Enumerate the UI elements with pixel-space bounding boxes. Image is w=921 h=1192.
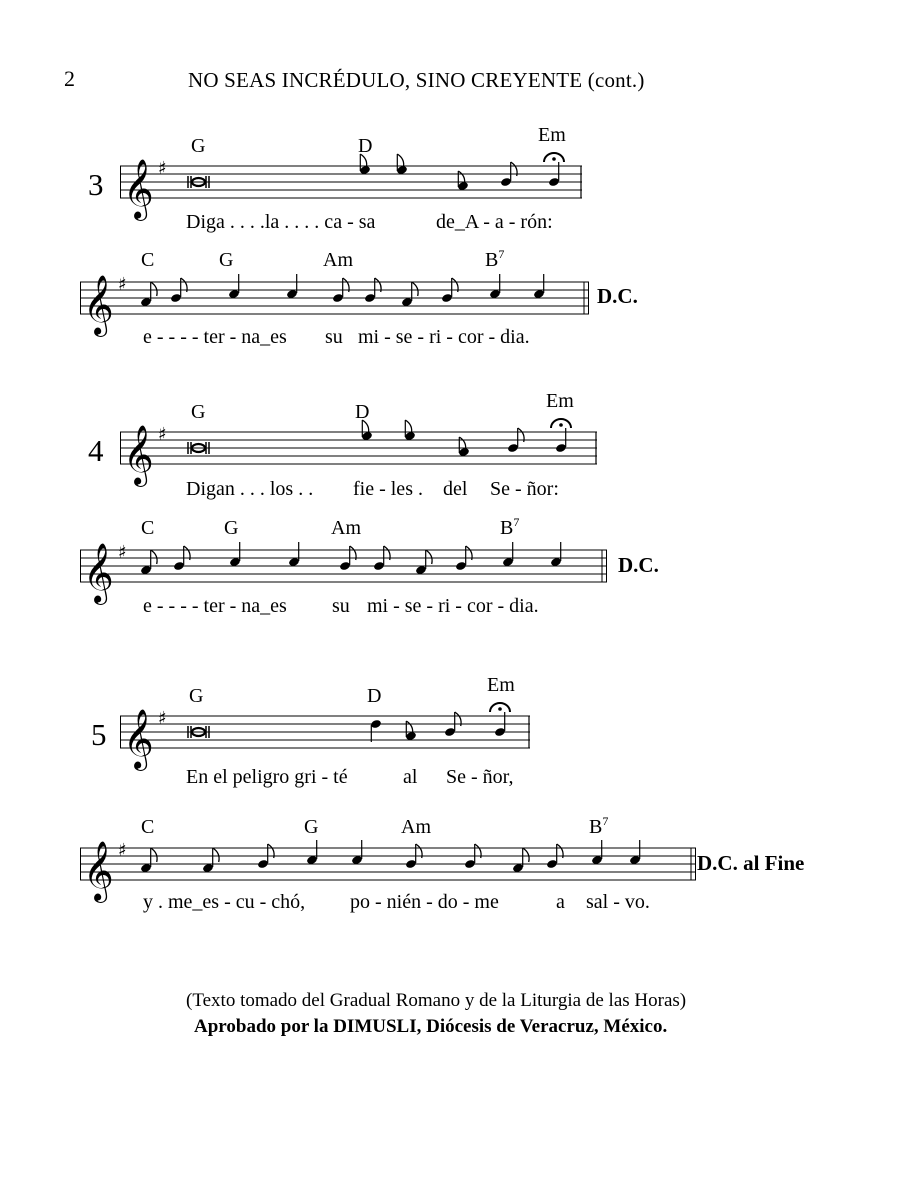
treble-clef-icon: 𝄞 <box>123 425 154 485</box>
quarter-note <box>370 719 382 742</box>
chord-label: D <box>358 135 373 157</box>
music-staff <box>120 140 590 220</box>
treble-clef-icon: 𝄞 <box>123 159 154 219</box>
sharp-icon: ♯ <box>158 424 167 445</box>
treble-clef-icon: 𝄞 <box>83 275 114 335</box>
sharp-icon: ♯ <box>118 840 127 861</box>
chord-label: D <box>355 401 370 423</box>
lyric-fragment: a <box>556 891 565 913</box>
chord-label: C <box>141 816 155 838</box>
sharp-icon: ♯ <box>158 158 167 179</box>
chord-superscript: 7 <box>602 814 609 828</box>
staff-lines <box>120 716 530 748</box>
chord-label: G <box>191 401 206 423</box>
chord-label: Am <box>401 816 431 838</box>
eighth-note <box>140 282 157 307</box>
eighth-note <box>359 154 371 175</box>
chord-label: G <box>191 135 206 157</box>
quarter-note <box>489 274 501 299</box>
page-number: 2 <box>64 66 75 91</box>
lyrics-line <box>186 766 514 789</box>
lyric-fragment: fie - les . <box>353 478 423 500</box>
lyric-fragment: e - - - - ter - na_es <box>143 595 287 617</box>
fermata-icon <box>551 419 571 428</box>
lyrics-line <box>186 211 553 234</box>
music-staff <box>80 256 600 336</box>
quarter-note <box>550 542 562 567</box>
fermata-icon <box>544 153 564 162</box>
treble-clef-icon: 𝄞 <box>123 709 154 769</box>
verse-number: 3 <box>88 167 104 202</box>
chord-label: D <box>367 685 382 707</box>
quarter-note <box>533 274 545 299</box>
lyric-fragment: Digan . . . los . . <box>186 478 314 500</box>
chord-superscript: 7 <box>513 515 520 529</box>
lyric-fragment: su <box>332 595 350 617</box>
lyric-fragment: del <box>443 478 468 500</box>
lyric-fragment: al <box>403 766 418 788</box>
lyric-fragment: su <box>325 326 343 348</box>
lyric-fragment: de_A - a - rón: <box>436 211 553 233</box>
chord-label: G <box>189 685 204 707</box>
lyric-fragment: mi - se - ri - cor - dia. <box>367 595 539 617</box>
chord-label: Em <box>487 674 515 696</box>
lyrics-line <box>143 326 530 349</box>
chord-label: Em <box>546 390 574 412</box>
quarter-note <box>351 840 363 865</box>
lyric-fragment: Se - ñor: <box>490 478 559 500</box>
quarter-note <box>286 274 298 299</box>
quarter-note <box>502 542 514 567</box>
sharp-icon: ♯ <box>118 274 127 295</box>
music-staff <box>120 406 605 486</box>
lyrics-line <box>143 891 650 914</box>
quarter-note <box>629 840 641 865</box>
music-staff <box>80 822 700 902</box>
lyric-fragment: En el peligro gri - té <box>186 766 348 788</box>
lyric-fragment: Se - ñor, <box>446 766 514 788</box>
lyric-fragment: y . me_es - cu - chó, <box>143 891 306 913</box>
eighth-note <box>361 420 373 441</box>
chord-label: Am <box>323 249 353 271</box>
treble-clef-icon: 𝄞 <box>83 543 114 603</box>
staff-lines <box>80 848 696 880</box>
quarter-note <box>306 840 318 865</box>
eighth-note <box>512 848 529 873</box>
music-staff <box>120 690 540 770</box>
source-note: (Texto tomado del Gradual Romano y de la Liturgia de las Horas) <box>186 990 687 1011</box>
approval-note: Aprobado por la DIMUSLI, Diócesis de Veracruz, México. <box>194 1016 668 1037</box>
chord-root: B <box>589 816 603 838</box>
lyric-fragment: mi - se - ri - cor - dia. <box>358 326 530 348</box>
chord-label: Am <box>331 517 361 539</box>
dal-capo-marking: D.C. <box>597 284 638 308</box>
eighth-note <box>140 848 157 873</box>
lyric-fragment: Diga . . . .la . . . . ca - sa <box>186 211 376 233</box>
quarter-note <box>591 840 603 865</box>
staff-lines <box>120 166 582 198</box>
eighth-note <box>396 154 408 175</box>
lyric-fragment: sal - vo. <box>586 891 650 913</box>
eighth-note <box>140 550 157 575</box>
chord-label: Em <box>538 124 566 146</box>
sharp-icon: ♯ <box>118 542 127 563</box>
quarter-note <box>229 542 241 567</box>
fermata-icon <box>490 703 510 712</box>
lyrics-line <box>186 478 559 501</box>
dal-capo-al-fine-marking: D.C. al Fine <box>697 851 805 875</box>
verse-number: 5 <box>91 717 107 752</box>
eighth-note <box>202 848 219 873</box>
chord-label: G <box>224 517 239 539</box>
dal-capo-marking: D.C. <box>618 553 659 577</box>
eighth-note <box>415 550 432 575</box>
music-staff <box>80 524 615 604</box>
chord-root: B <box>485 249 499 271</box>
sharp-icon: ♯ <box>158 708 167 729</box>
eighth-note <box>404 420 416 441</box>
lyric-fragment: e - - - - ter - na_es <box>143 326 287 348</box>
chord-root: B <box>500 517 514 539</box>
chord-label: G <box>304 816 319 838</box>
quarter-note <box>228 274 240 299</box>
chord-superscript: 7 <box>498 247 505 261</box>
verse-number: 4 <box>88 433 104 468</box>
treble-clef-icon: 𝄞 <box>83 841 114 901</box>
chord-label: G <box>219 249 234 271</box>
lyric-fragment: po - nién - do - me <box>350 891 499 913</box>
chord-label: C <box>141 249 155 271</box>
chord-label: C <box>141 517 155 539</box>
quarter-note <box>288 542 300 567</box>
lyrics-line <box>143 595 539 618</box>
page-title: NO SEAS INCRÉDULO, SINO CREYENTE (cont.) <box>188 68 645 92</box>
eighth-note <box>401 282 418 307</box>
